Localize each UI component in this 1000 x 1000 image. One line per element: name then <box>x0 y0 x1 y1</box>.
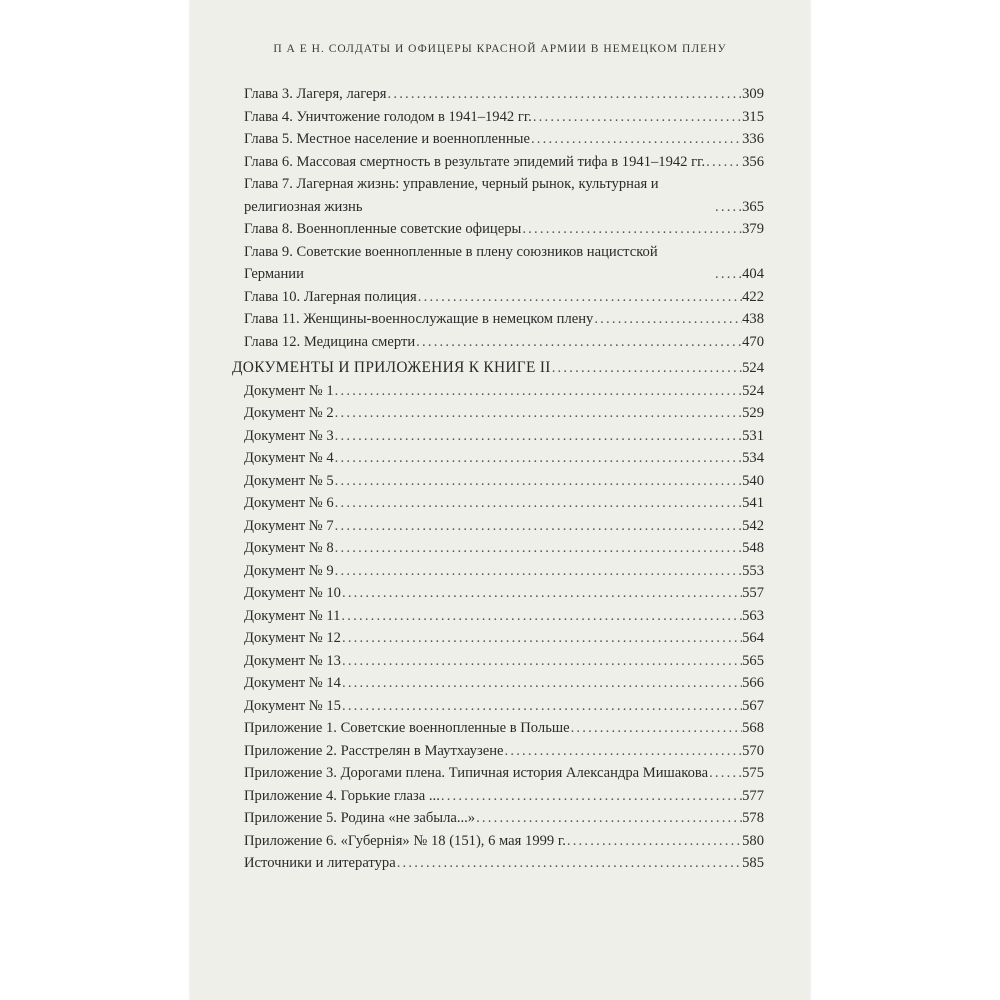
toc-entry-page: 577 <box>742 787 764 804</box>
dot-leader <box>334 447 742 470</box>
toc-entry-appendix-6 <box>232 830 764 853</box>
dot-leader <box>334 425 742 448</box>
toc-entry-chapter-4 <box>232 106 764 129</box>
toc-entry-page: 470 <box>742 333 764 350</box>
toc-entry-title: Документ № 9 <box>244 562 334 579</box>
toc-entry-page: 542 <box>742 517 764 534</box>
toc-entry-page: 564 <box>742 630 764 646</box>
toc-entry-title: Документ № 12 <box>244 630 341 646</box>
table-of-contents <box>232 83 764 875</box>
toc-entry-page: 540 <box>742 472 764 489</box>
dot-leader <box>334 515 742 538</box>
toc-entry-title: Приложение 4. Горькие глаза ... <box>244 787 440 804</box>
toc-entry-page: 379 <box>742 221 764 237</box>
toc-entry-title: Глава 3. Лагеря, лагеря <box>244 86 387 102</box>
toc-entry-title: Документ № 6 <box>244 495 334 511</box>
book-page <box>190 0 810 1000</box>
toc-entry-page: 548 <box>742 540 764 556</box>
toc-entry-document <box>232 447 764 470</box>
dot-leader <box>593 308 742 331</box>
dot-leader <box>551 357 742 380</box>
dot-leader <box>334 380 742 403</box>
dot-leader <box>532 106 742 129</box>
dot-leader <box>340 605 742 628</box>
toc-entry-chapter-11 <box>232 308 764 331</box>
dot-leader <box>566 830 742 853</box>
toc-entry-title: Документ № 8 <box>244 540 334 556</box>
toc-entry-chapter-6 <box>232 151 764 174</box>
toc-entry-appendix-5 <box>232 807 764 830</box>
dot-leader <box>334 402 742 425</box>
toc-entry-page: 553 <box>742 562 764 579</box>
dot-leader <box>341 650 742 673</box>
toc-entry-page: 315 <box>742 108 764 125</box>
toc-entry-document <box>232 380 764 403</box>
toc-entry-page: 422 <box>742 288 764 305</box>
dot-leader <box>708 762 742 785</box>
toc-entry-document <box>232 560 764 583</box>
dot-leader <box>530 128 742 151</box>
toc-entry-title: Документ № 13 <box>244 652 341 669</box>
toc-entry-chapter-5 <box>232 128 764 151</box>
dot-leader <box>705 151 742 174</box>
dot-leader <box>440 785 742 808</box>
toc-entry-appendix-3 <box>232 762 764 785</box>
toc-entry-title: Глава 10. Лагерная полиция <box>244 288 417 305</box>
dot-leader <box>341 627 742 650</box>
toc-entry-page: 567 <box>742 697 764 714</box>
toc-entry-page: 438 <box>742 311 764 327</box>
dot-leader <box>334 560 742 583</box>
toc-entry-page: 568 <box>742 720 764 736</box>
dot-leader <box>521 218 742 241</box>
toc-entry-title: Документ № 14 <box>244 675 341 691</box>
toc-entry-page: 309 <box>742 86 764 102</box>
toc-entry-chapter-8 <box>232 218 764 241</box>
toc-entry-title: Документ № 2 <box>244 405 334 421</box>
toc-entry-page: 578 <box>742 810 764 826</box>
toc-entry-document <box>232 515 764 538</box>
dot-leader <box>714 196 742 219</box>
toc-entry-title: Документ № 10 <box>244 585 341 601</box>
toc-entry-title: Документ № 3 <box>244 427 334 444</box>
toc-entry-document <box>232 582 764 605</box>
toc-entry-page: 541 <box>742 495 764 511</box>
toc-entry-title: Приложение 5. Родина «не забыла...» <box>244 810 476 826</box>
toc-entry-title: Глава 11. Женщины-военнослужащие в немецком плену <box>244 311 594 327</box>
toc-entry-title: Глава 9. Советские военнопленные в плену союзников нацистской Германии <box>244 243 658 282</box>
running-head: П А Е Н. СОЛДАТЫ И ОФИЦЕРЫ КРАСНОЙ АРМИИ В НЕМЕЦКОМ ПЛЕНУ <box>273 43 727 55</box>
toc-entry-title: Глава 6. Массовая смертность в результате эпидемий тифа в 1941–1942 гг. <box>244 153 706 170</box>
toc-entry-title: Документ № 1 <box>244 382 334 399</box>
dot-leader <box>504 740 743 763</box>
toc-entry-title: Глава 7. Лагерная жизнь: управление, черный рынок, культурная и религиозная жизнь <box>244 176 659 215</box>
toc-entry-page: 575 <box>742 765 764 781</box>
toc-entry-document <box>232 470 764 493</box>
dot-leader <box>396 852 742 875</box>
toc-entry-chapter-3 <box>232 83 764 106</box>
toc-entry-page: 365 <box>742 198 764 215</box>
toc-entry-title: Глава 12. Медицина смерти <box>244 333 416 350</box>
dot-leader <box>417 286 742 309</box>
toc-section-title: ДОКУМЕНТЫ И ПРИЛОЖЕНИЯ К КНИГЕ II <box>232 359 551 376</box>
toc-entry-appendix-4 <box>232 785 764 808</box>
toc-entry-document <box>232 650 764 673</box>
dot-leader <box>475 807 742 830</box>
toc-entry-page: 356 <box>742 153 764 170</box>
toc-entry-title: Источники и литература <box>244 855 396 871</box>
toc-entry-page: 404 <box>742 266 764 282</box>
dot-leader <box>341 672 742 695</box>
toc-entry-chapter-12 <box>232 331 764 354</box>
toc-entry-sources <box>232 852 764 875</box>
toc-entry-title: Глава 5. Местное население и военнопленные <box>244 131 530 147</box>
toc-entry-document <box>232 672 764 695</box>
dot-leader <box>387 83 743 106</box>
toc-entry-title: Приложение 1. Советские военнопленные в Польше <box>244 720 570 736</box>
dot-leader <box>341 695 742 718</box>
toc-entry-page: 336 <box>742 131 764 147</box>
toc-entry-page: 565 <box>742 652 764 669</box>
toc-entry-document <box>232 402 764 425</box>
toc-entry-title: Глава 4. Уничтожение голодом в 1941–1942 гг. <box>244 108 532 125</box>
toc-entry-title: Документ № 15 <box>244 697 341 714</box>
dot-leader <box>570 717 743 740</box>
dot-leader <box>714 263 742 286</box>
toc-section-documents <box>232 357 764 380</box>
toc-entry-document <box>232 695 764 718</box>
toc-entry-page: 557 <box>742 585 764 601</box>
toc-entry-title: Документ № 11 <box>244 607 341 624</box>
toc-entry-page: 585 <box>742 855 764 871</box>
dot-leader <box>334 470 742 493</box>
toc-entry-title: Документ № 4 <box>244 450 334 466</box>
toc-entry-title: Приложение 2. Расстрелян в Маутхаузене <box>244 742 504 759</box>
toc-entry-page: 580 <box>742 832 764 849</box>
toc-entry-title: Документ № 7 <box>244 517 334 534</box>
toc-entry-appendix-1 <box>232 717 764 740</box>
toc-entry-title: Приложение 3. Дорогами плена. Типичная история Александра Мишакова <box>244 765 709 781</box>
toc-entry-title: Глава 8. Военнопленные советские офицеры <box>244 221 522 237</box>
toc-entry-chapter-10 <box>232 286 764 309</box>
toc-entry-page: 566 <box>742 675 764 691</box>
toc-entry-page: 563 <box>742 607 764 624</box>
toc-entry-appendix-2 <box>232 740 764 763</box>
toc-entry-page: 531 <box>742 427 764 444</box>
toc-entry-document <box>232 425 764 448</box>
toc-entry-document <box>232 537 764 560</box>
dot-leader <box>415 331 742 354</box>
toc-entry-page: 570 <box>742 742 764 759</box>
dot-leader <box>334 537 742 560</box>
toc-entry-page: 529 <box>742 405 764 421</box>
toc-entry-document <box>232 627 764 650</box>
toc-entry-title: Приложение 6. «Губернiя» № 18 (151), 6 мая 1999 г. <box>244 832 566 849</box>
dot-leader <box>334 492 742 515</box>
toc-entry-document <box>232 492 764 515</box>
toc-entry-document <box>232 605 764 628</box>
dot-leader <box>341 582 742 605</box>
toc-entry-chapter-9 <box>232 241 764 286</box>
toc-entry-page: 524 <box>742 360 764 376</box>
toc-entry-page: 524 <box>742 382 764 399</box>
toc-entry-title: Документ № 5 <box>244 472 334 489</box>
toc-entry-chapter-7 <box>232 173 764 218</box>
toc-entry-page: 534 <box>742 450 764 466</box>
